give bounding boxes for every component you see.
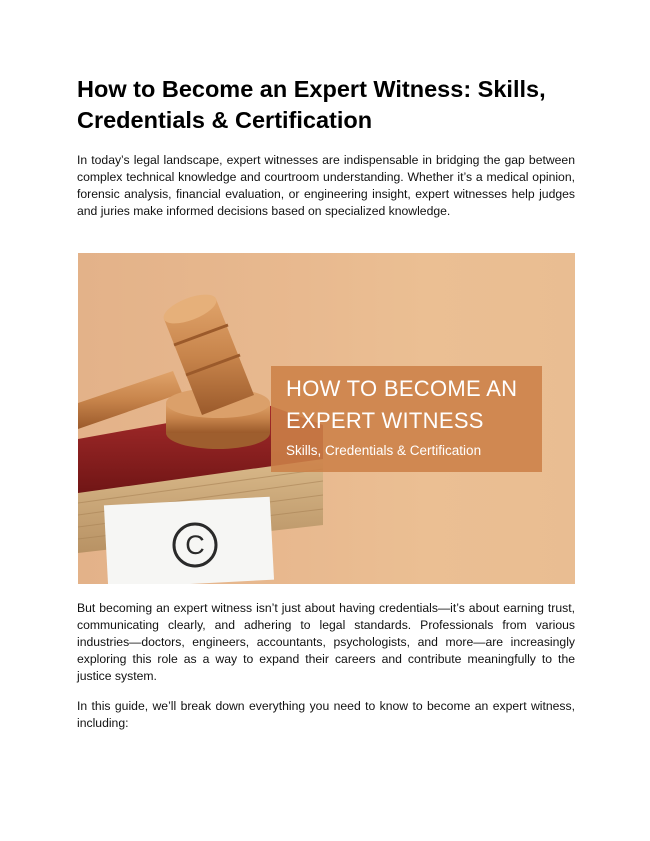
hero-image bbox=[78, 253, 575, 584]
body-paragraph-1: But becoming an expert witness isn’t just about having credentials—it’s about earning trust, communicating clearly, and adhering to legal standards. Professionals from various industries—doctors, engineers, accountants, psychologists, and more—are increasingly exploring this role as a way to expand their careers and contribute meaningfully to the justice system. bbox=[77, 601, 575, 683]
intro-paragraph: In today’s legal landscape, expert witnesses are indispensable in bridging the gap between complex technical knowledge and courtroom understanding. Whether it’s a medical opinion, forensic analysis, financial evaluation, or engineering insight, expert witnesses help judges and juries make informed decisions based on specialized knowledge. bbox=[77, 153, 575, 218]
title-banner bbox=[271, 366, 542, 472]
banner-subtitle: Skills, Credentials & Certification bbox=[286, 443, 482, 458]
svg-text:C: C bbox=[185, 530, 205, 560]
article-title: How to Become an Expert Witness: Skills, Credentials & Certification bbox=[77, 76, 546, 133]
body-paragraph-2: In this guide, we’ll break down everything you need to know to become an expert witness, including: bbox=[77, 699, 575, 730]
banner-line-1: HOW TO BECOME AN bbox=[286, 376, 518, 401]
banner-line-2: EXPERT WITNESS bbox=[286, 408, 484, 433]
